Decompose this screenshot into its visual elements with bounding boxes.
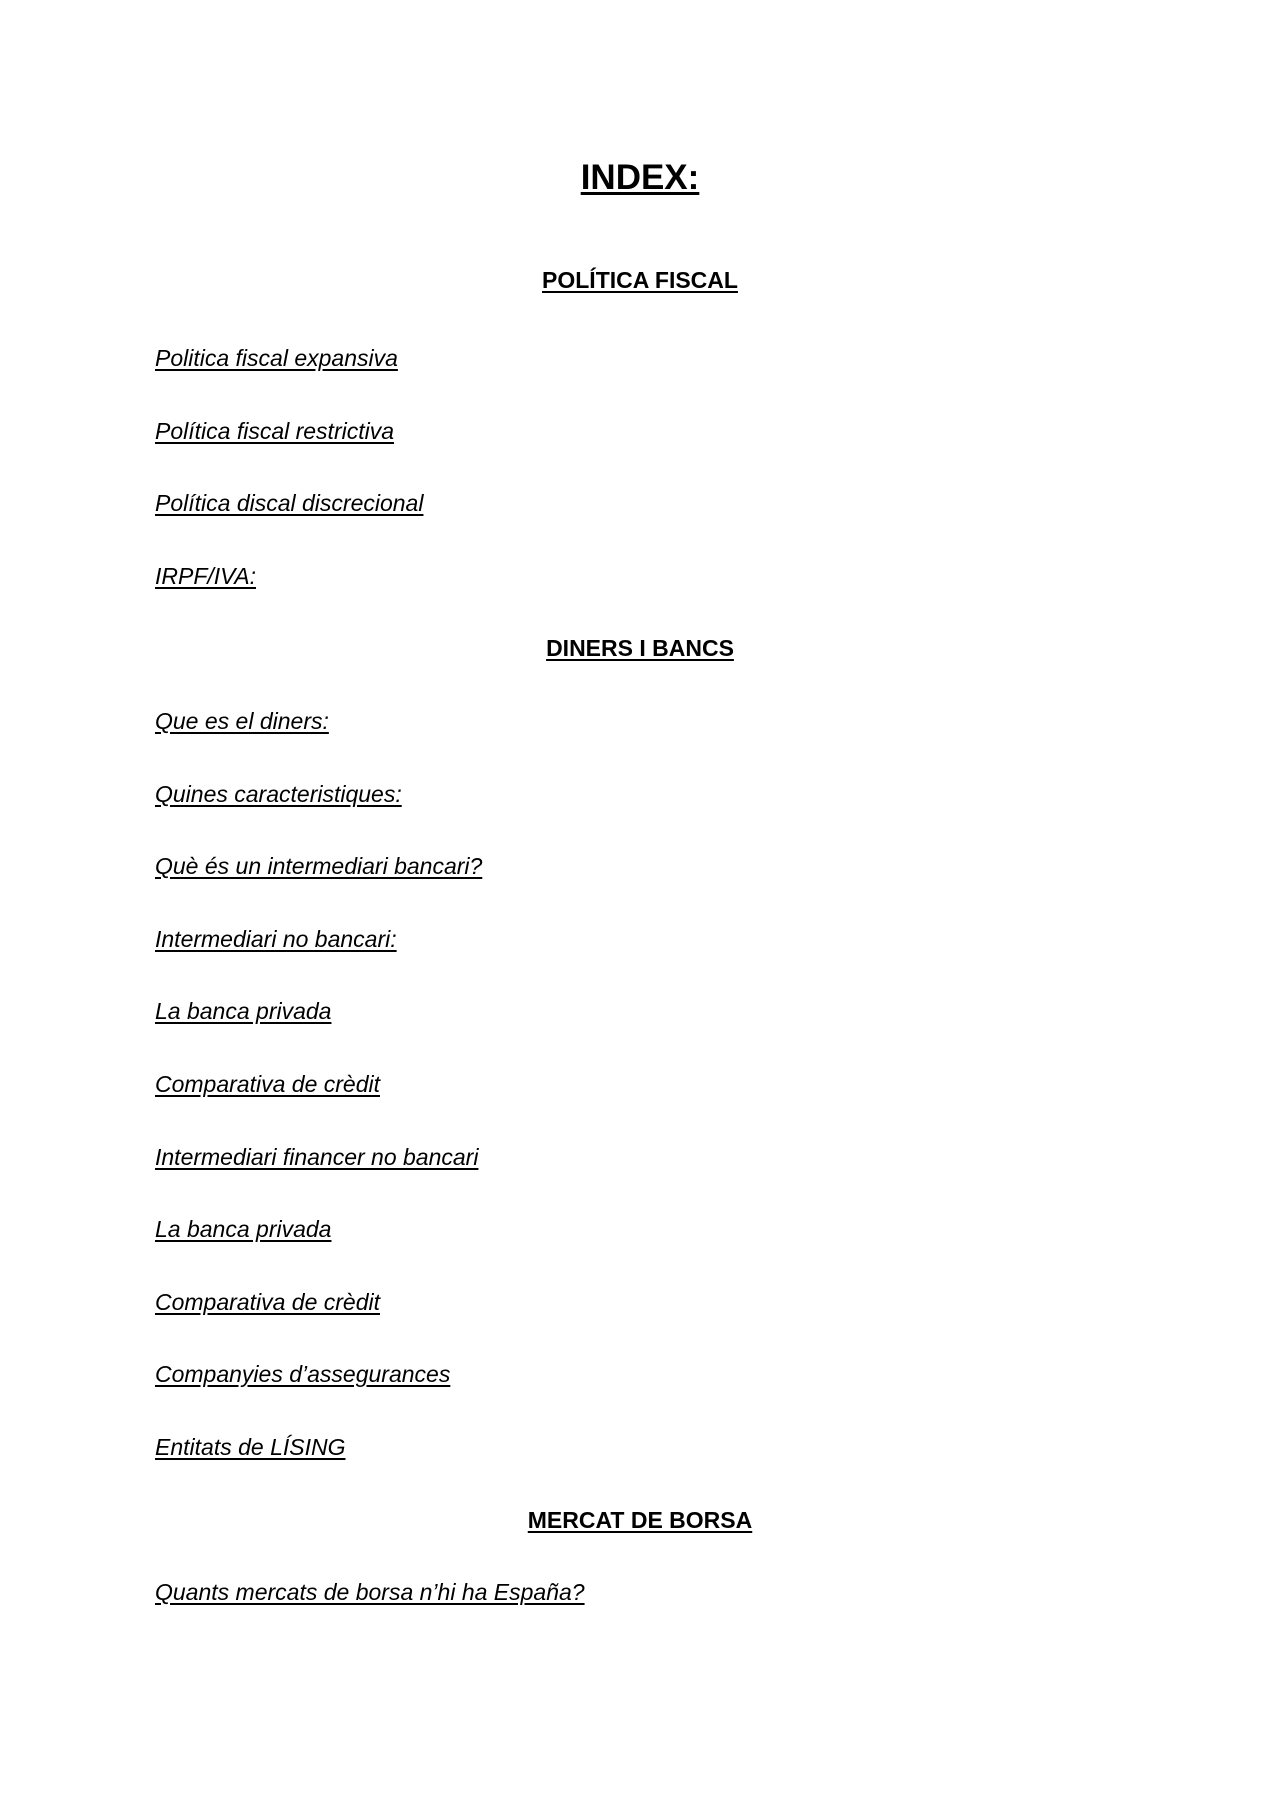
section-heading-diners-i-bancs: DINERS I BANCS [546, 635, 734, 661]
index-entry: Companyies d’assegurances [155, 1361, 451, 1387]
index-entry: Quants mercats de borsa n’hi ha España? [155, 1579, 585, 1605]
page-title: INDEX: [580, 158, 700, 197]
index-entry: La banca privada [155, 998, 332, 1024]
index-entry: La banca privada [155, 1216, 332, 1242]
index-entry: Intermediari financer no bancari [155, 1144, 479, 1170]
index-entry: Intermediari no bancari: [155, 926, 397, 952]
index-entry: IRPF/IVA: [155, 563, 256, 589]
index-entry: Quines caracteristiques: [155, 781, 402, 807]
index-entry: Que es el diners: [155, 708, 329, 734]
section-heading-politica-fiscal: POLÍTICA FISCAL [542, 267, 738, 293]
index-entry: Politica fiscal expansiva [155, 345, 398, 371]
index-entry: Política fiscal restrictiva [155, 418, 395, 444]
section-heading-mercat-de-borsa: MERCAT DE BORSA [527, 1507, 753, 1533]
index-entry: Comparativa de crèdit [155, 1071, 380, 1097]
index-entry: Entitats de LÍSING [155, 1434, 346, 1460]
index-entry: Política discal discrecional [155, 490, 424, 516]
index-entry: Què és un intermediari bancari? [155, 853, 483, 879]
index-entry: Comparativa de crèdit [155, 1289, 380, 1315]
